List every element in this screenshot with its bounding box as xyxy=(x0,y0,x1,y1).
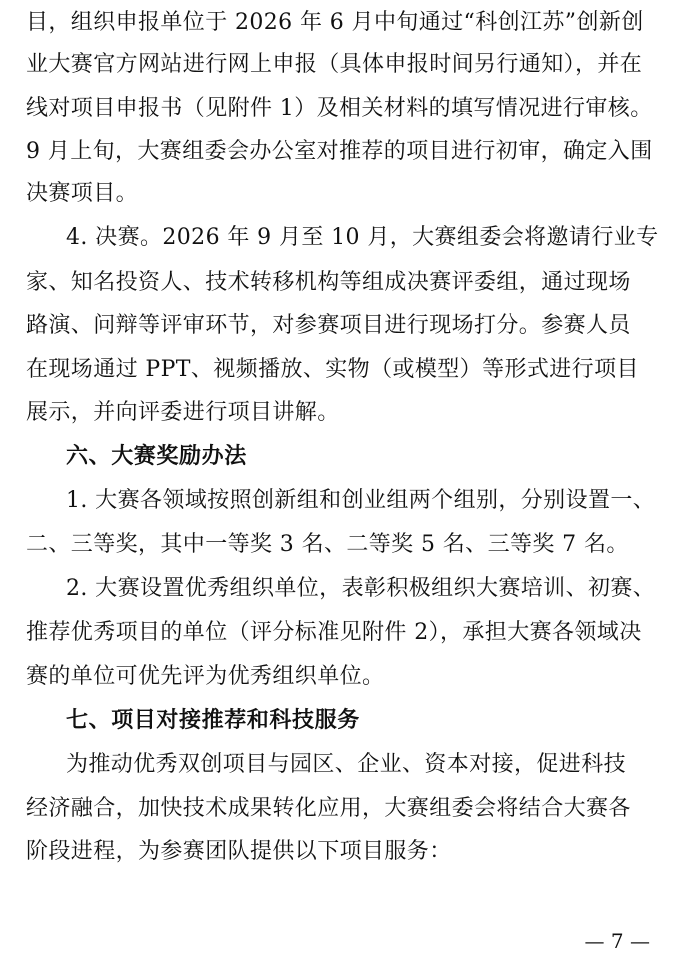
body-text-line: 9 月上旬，大赛组委会办公室对推荐的项目进行初审，确定入围 xyxy=(26,139,653,164)
body-text-line: 推荐优秀项目的单位（评分标准见附件 2），承担大赛各领域决 xyxy=(26,620,642,645)
body-text-line: 4. 决赛。2026 年 9 月至 10 月，大赛组委会将邀请行业专 xyxy=(66,225,659,250)
body-text-line: 为推动优秀双创项目与园区、企业、资本对接，促进科技 xyxy=(66,752,627,777)
body-text-line: 决赛项目。 xyxy=(26,181,139,206)
section-heading: 六、大赛奖励办法 xyxy=(66,444,247,469)
section-heading: 七、项目对接推荐和科技服务 xyxy=(66,708,360,733)
body-text-line: 线对项目申报书（见附件 1）及相关材料的填写情况进行审核。 xyxy=(26,96,653,121)
body-text-line: 2. 大赛设置优秀组织单位，表彰积极组织大赛培训、初赛、 xyxy=(66,576,656,601)
body-text-line: 业大赛官方网站进行网上申报（具体申报时间另行通知），并在 xyxy=(26,52,643,77)
body-text-line: 路演、问辩等评审环节，对参赛项目进行现场打分。参赛人员 xyxy=(26,313,631,338)
body-text-line: 二、三等奖，其中一等奖 3 名、二等奖 5 名、三等奖 7 名。 xyxy=(26,532,629,557)
body-text-line: 展示，并向评委进行项目讲解。 xyxy=(26,400,340,425)
body-text-line: 阶段进程，为参赛团队提供以下项目服务： xyxy=(26,839,452,864)
body-text-line: 目，组织申报单位于 2026 年 6 月中旬通过“科创江苏”创新创 xyxy=(26,10,644,35)
body-text-line: 家、知名投资人、技术转移机构等组成决赛评委组，通过现场 xyxy=(26,270,631,295)
body-text-line: 1. 大赛各领域按照创新组和创业组两个组别，分别设置一、 xyxy=(66,488,656,513)
page-number: — 7 — xyxy=(584,929,650,953)
body-text-line: 赛的单位可优先评为优秀组织单位。 xyxy=(26,664,385,689)
body-text-line: 在现场通过 PPT、视频播放、实物（或模型）等形式进行项目 xyxy=(26,357,639,382)
body-text-line: 经济融合，加快技术成果转化应用，大赛组委会将结合大赛各 xyxy=(26,796,631,821)
